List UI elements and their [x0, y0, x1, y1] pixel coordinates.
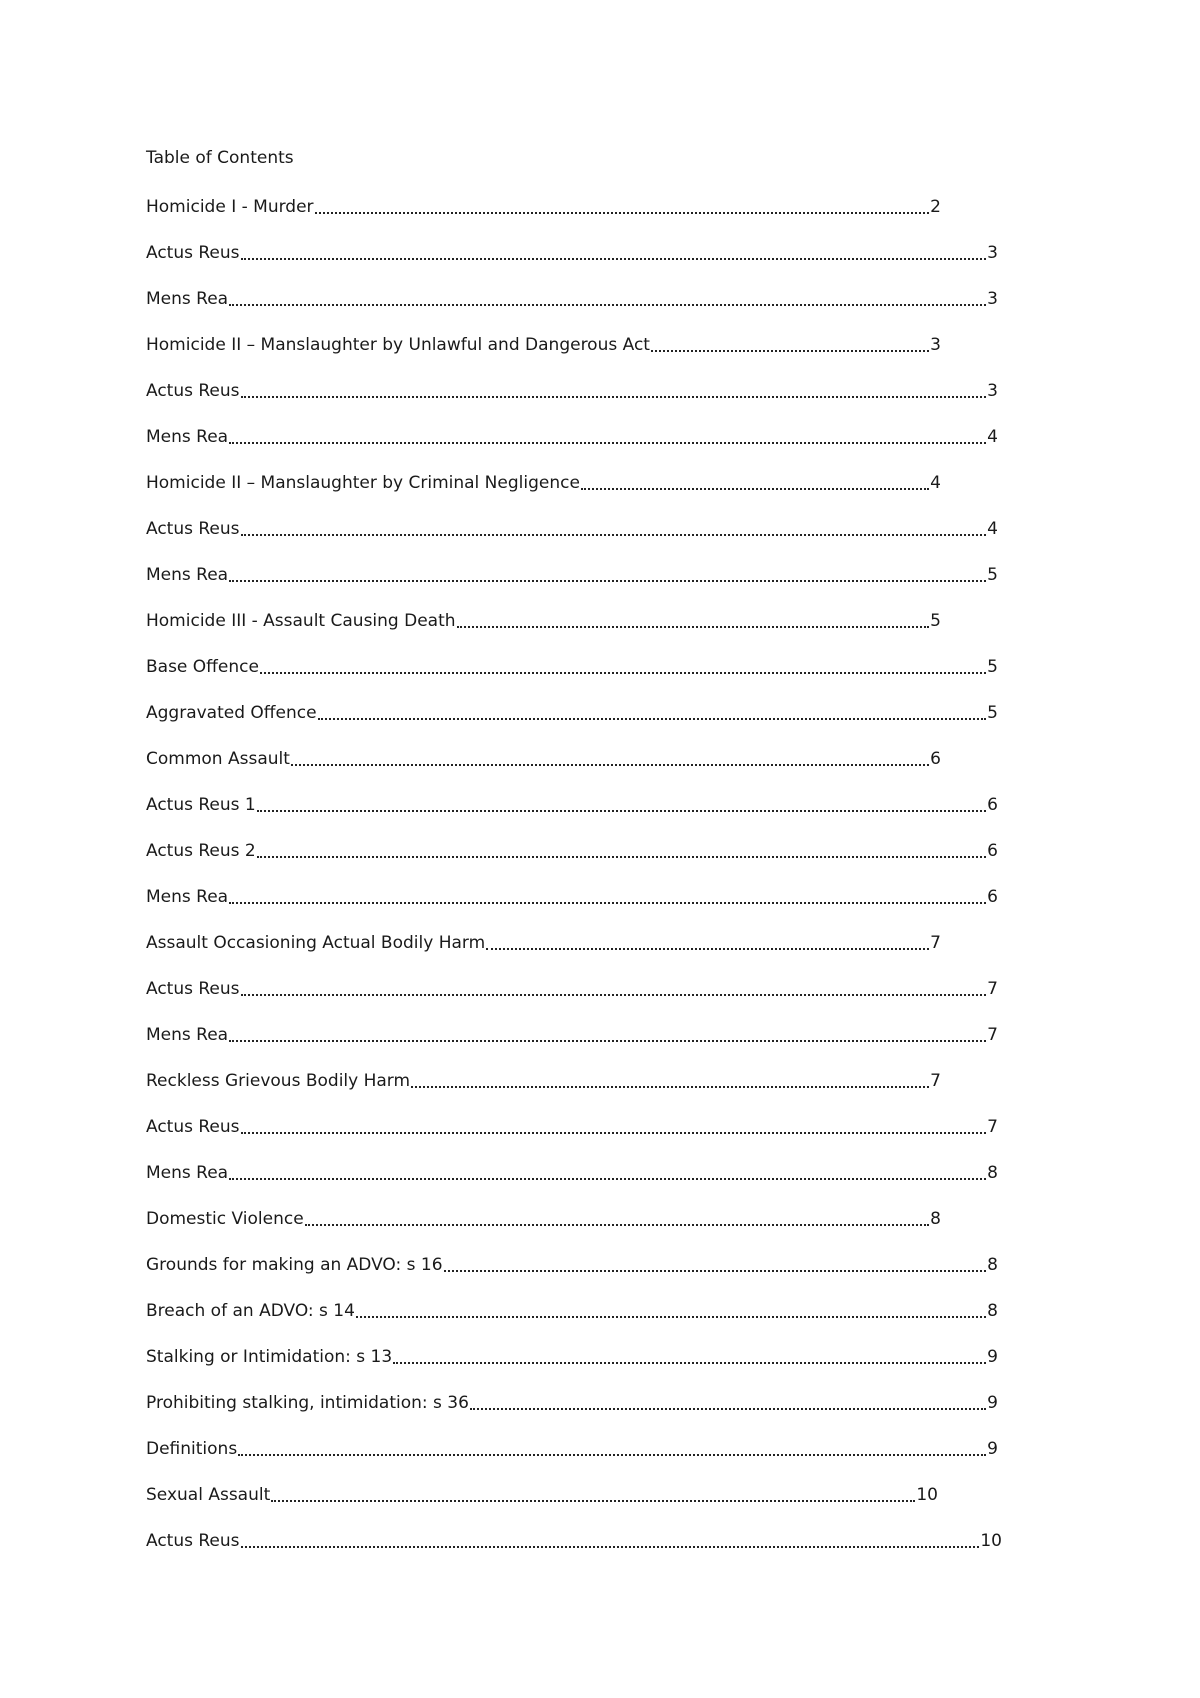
toc-dot-leader [229, 563, 986, 587]
toc-entry-label: Reckless Grievous Bodily Harm [146, 1071, 411, 1091]
toc-entry-label: Sexual Assault [146, 1485, 271, 1505]
toc-entry-label: Aggravated Offence [146, 703, 317, 723]
toc-entry-page-number: 6 [987, 795, 998, 815]
toc-entry-page-number: 4 [930, 473, 941, 493]
toc-entry-page-number: 6 [987, 841, 998, 861]
toc-entry[interactable] [146, 977, 998, 1023]
toc-dot-leader [651, 333, 929, 357]
toc-entry-label: Actus Reus [146, 381, 240, 401]
toc-dot-leader [581, 471, 929, 495]
toc-dot-leader [393, 1345, 986, 1369]
toc-entry[interactable] [146, 1253, 998, 1299]
toc-entry-label: Mens Rea [146, 1025, 229, 1045]
toc-entry-page-number: 7 [930, 933, 941, 953]
toc-entry[interactable] [146, 563, 998, 609]
toc-entry[interactable] [146, 931, 941, 977]
toc-dot-leader [241, 977, 987, 1001]
toc-dot-leader [470, 1391, 986, 1415]
toc-dot-leader [238, 1437, 986, 1461]
toc-entry-page-number: 7 [987, 1025, 998, 1045]
toc-dot-leader [241, 1529, 980, 1553]
toc-entry-label: Prohibiting stalking, intimidation: s 36 [146, 1393, 469, 1413]
toc-entry-page-number: 8 [987, 1301, 998, 1321]
toc-entry-label: Actus Reus 1 [146, 795, 256, 815]
toc-entry-page-number: 3 [987, 381, 998, 401]
toc-entry-page-number: 8 [987, 1255, 998, 1275]
toc-entry-page-number: 3 [987, 289, 998, 309]
toc-entry-label: Domestic Violence [146, 1209, 304, 1229]
toc-dot-leader [457, 609, 930, 633]
toc-entry-page-number: 7 [987, 1117, 998, 1137]
toc-entry-label: Grounds for making an ADVO: s 16 [146, 1255, 443, 1275]
toc-entry[interactable] [146, 1299, 998, 1345]
toc-entry-label: Breach of an ADVO: s 14 [146, 1301, 355, 1321]
toc-entry-page-number: 5 [987, 703, 998, 723]
toc-dot-leader [229, 287, 986, 311]
toc-entry[interactable] [146, 793, 998, 839]
toc-entry-label: Homicide II – Manslaughter by Criminal Negligence [146, 473, 580, 493]
toc-dot-leader [411, 1069, 929, 1093]
toc-entry-page-number: 5 [987, 565, 998, 585]
toc-entry-page-number: 3 [987, 243, 998, 263]
toc-entry[interactable] [146, 701, 998, 747]
toc-entry-page-number: 10 [916, 1485, 938, 1505]
toc-entry-label: Actus Reus [146, 979, 240, 999]
toc-entry[interactable] [146, 747, 941, 793]
toc-entry[interactable] [146, 1161, 998, 1207]
toc-entry[interactable] [146, 1529, 1002, 1575]
toc-entry-label: Base Offence [146, 657, 259, 677]
toc-entry[interactable] [146, 1391, 998, 1437]
toc-entry[interactable] [146, 1345, 998, 1391]
toc-entry-page-number: 8 [987, 1163, 998, 1183]
toc-dot-leader [229, 1161, 986, 1185]
toc-entry[interactable] [146, 379, 998, 425]
toc-dot-leader [318, 701, 987, 725]
toc-entry-page-number: 10 [980, 1531, 1002, 1551]
toc-dot-leader [260, 655, 986, 679]
toc-entry[interactable] [146, 517, 998, 563]
toc-entry-page-number: 8 [930, 1209, 941, 1229]
toc-entry[interactable] [146, 241, 998, 287]
toc-entry-page-number: 9 [987, 1439, 998, 1459]
toc-dot-leader [229, 1023, 986, 1047]
toc-entry-page-number: 5 [930, 611, 941, 631]
toc-entry[interactable] [146, 1069, 941, 1115]
toc-entry-label: Actus Reus 2 [146, 841, 256, 861]
toc-entry-page-number: 7 [930, 1071, 941, 1091]
toc-entry-label: Homicide II – Manslaughter by Unlawful and Dangerous Act [146, 335, 650, 355]
toc-entry[interactable] [146, 333, 941, 379]
toc-entry-page-number: 9 [987, 1393, 998, 1413]
toc-entry[interactable] [146, 1207, 941, 1253]
toc-dot-leader [257, 839, 986, 863]
toc-entry[interactable] [146, 425, 998, 471]
toc-entry-page-number: 5 [987, 657, 998, 677]
toc-title: Table of Contents [146, 148, 294, 168]
toc-dot-leader [257, 793, 986, 817]
toc-entry[interactable] [146, 1483, 938, 1529]
toc-entry-page-number: 4 [987, 519, 998, 539]
toc-dot-leader [315, 195, 930, 219]
toc-entry-label: Mens Rea [146, 427, 229, 447]
toc-entry[interactable] [146, 195, 941, 241]
toc-entry-label: Common Assault [146, 749, 290, 769]
toc-dot-leader [229, 885, 986, 909]
toc-entry-label: Mens Rea [146, 565, 229, 585]
toc-entry-label: Definitions [146, 1439, 238, 1459]
toc-entry-page-number: 9 [987, 1347, 998, 1367]
toc-entry-page-number: 7 [987, 979, 998, 999]
toc-list [146, 195, 1006, 1575]
toc-entry[interactable] [146, 1023, 998, 1069]
toc-entry-label: Mens Rea [146, 1163, 229, 1183]
toc-dot-leader [229, 425, 986, 449]
toc-entry[interactable] [146, 287, 998, 333]
toc-entry[interactable] [146, 1115, 998, 1161]
toc-dot-leader [241, 517, 987, 541]
toc-entry-label: Actus Reus [146, 243, 240, 263]
toc-entry-label: Homicide III - Assault Causing Death [146, 611, 456, 631]
toc-entry-label: Stalking or Intimidation: s 13 [146, 1347, 393, 1367]
toc-entry[interactable] [146, 471, 941, 517]
toc-entry-label: Assault Occasioning Actual Bodily Harm [146, 933, 486, 953]
toc-dot-leader [241, 241, 987, 265]
toc-entry-page-number: 6 [987, 887, 998, 907]
toc-dot-leader [444, 1253, 987, 1277]
toc-entry-label: Mens Rea [146, 289, 229, 309]
toc-entry-label: Actus Reus [146, 519, 240, 539]
toc-dot-leader [305, 1207, 930, 1231]
toc-dot-leader [241, 379, 987, 403]
toc-entry-label: Mens Rea [146, 887, 229, 907]
toc-dot-leader [291, 747, 929, 771]
toc-entry[interactable] [146, 885, 998, 931]
toc-dot-leader [241, 1115, 987, 1139]
toc-entry[interactable] [146, 1437, 998, 1483]
toc-entry-page-number: 2 [930, 197, 941, 217]
toc-entry-page-number: 6 [930, 749, 941, 769]
toc-entry[interactable] [146, 609, 941, 655]
toc-entry-label: Homicide I - Murder [146, 197, 314, 217]
toc-entry-page-number: 3 [930, 335, 941, 355]
toc-entry[interactable] [146, 839, 998, 885]
toc-entry-label: Actus Reus [146, 1117, 240, 1137]
toc-dot-leader [356, 1299, 986, 1323]
toc-dot-leader [271, 1483, 915, 1507]
toc-entry[interactable] [146, 655, 998, 701]
toc-entry-label: Actus Reus [146, 1531, 240, 1551]
toc-dot-leader [486, 931, 929, 955]
toc-entry-page-number: 4 [987, 427, 998, 447]
